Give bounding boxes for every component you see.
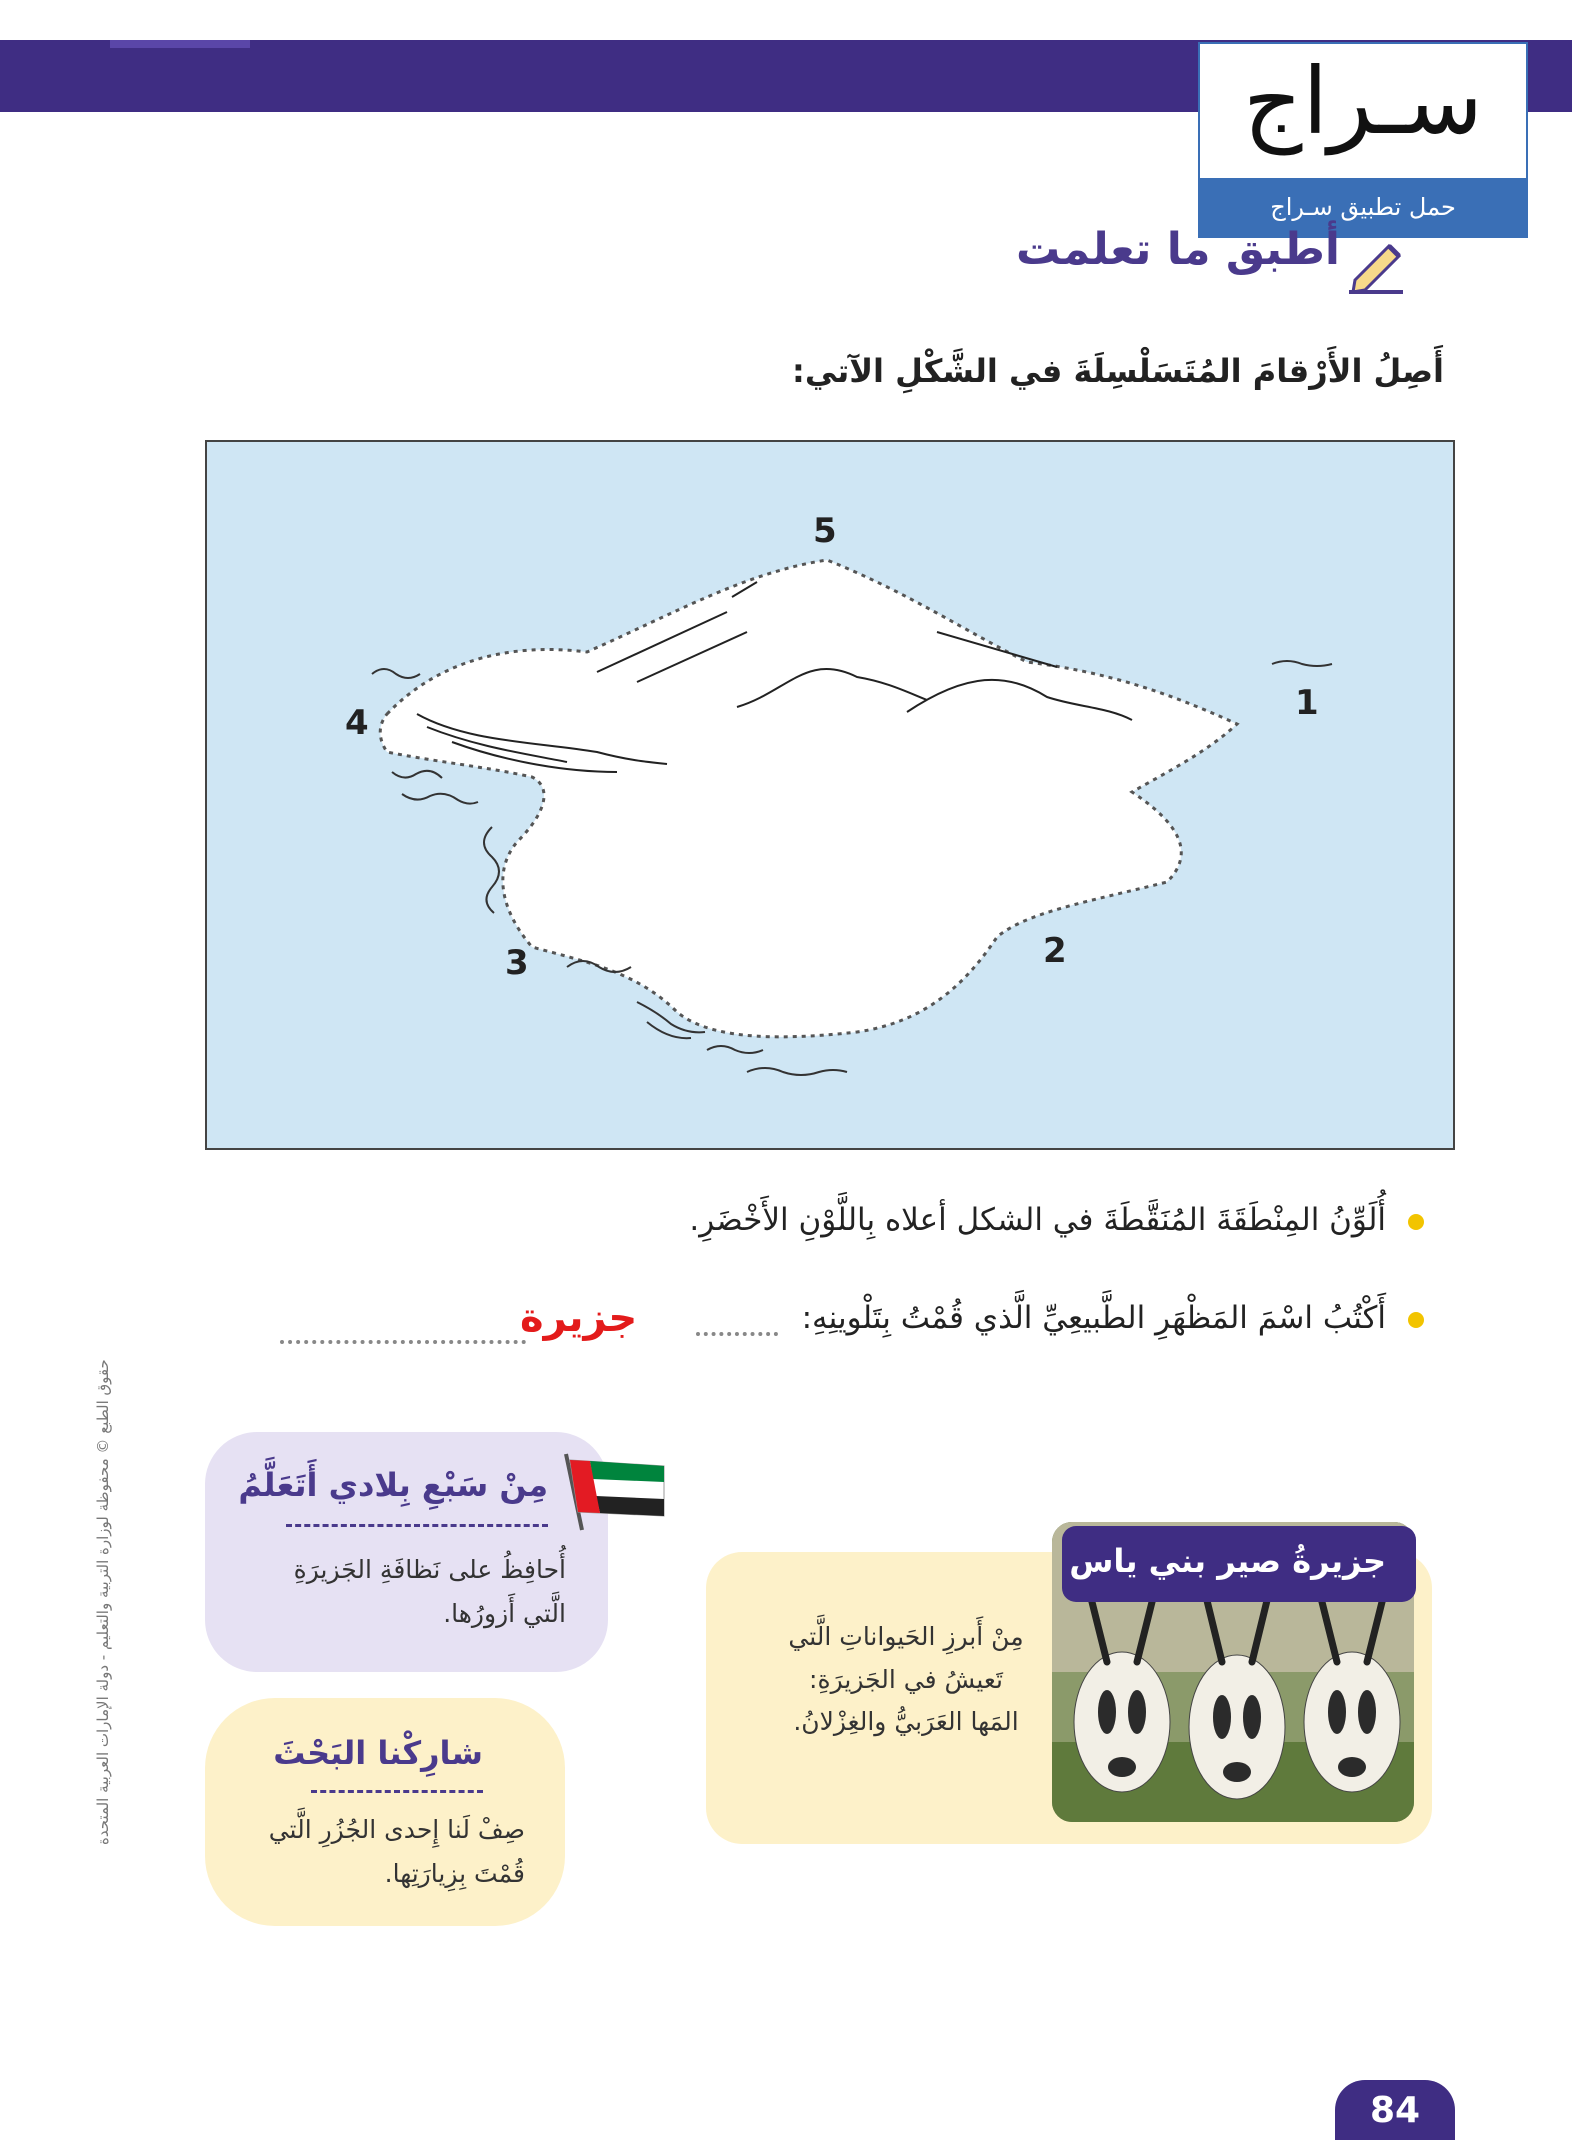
answer-line[interactable] bbox=[696, 1322, 778, 1336]
task-write-name bbox=[696, 1300, 1424, 1336]
title-underline bbox=[286, 1524, 548, 1527]
island-fact-text bbox=[766, 1616, 1046, 1744]
research-box-line: صِفْ لَنا إِحدى الجُزُرِ الَّتي bbox=[268, 1815, 525, 1844]
bullet-dot bbox=[1408, 1312, 1424, 1328]
activity-instruction: أَصِلُ الأَرْقامَ المُتَسَلْسِلَةَ في الشَّكْلِ الآتي: bbox=[792, 352, 1444, 390]
copyright-text: حقوق الطبع © محفوظة لوزارة التربية والتعليم - دولة الإمارات العربية المتحدة bbox=[94, 1359, 112, 1845]
task-text: أَكْتُبُ اسْمَ المَظْهَرِ الطَّبيعِيِّ الَّذي قُمْتُ بِتَلْوينِهِ: bbox=[801, 1300, 1386, 1336]
research-box-line: قُمْتَ بِزِيارَتِها. bbox=[384, 1858, 525, 1888]
pencil-icon bbox=[1345, 236, 1405, 294]
header-tab bbox=[110, 40, 250, 48]
page-number: 84 bbox=[1335, 2080, 1455, 2140]
island-card-title-tab bbox=[1062, 1526, 1416, 1602]
map-number-3: 3 bbox=[505, 943, 529, 983]
title-underline bbox=[311, 1790, 483, 1793]
siraj-logo[interactable] bbox=[1198, 42, 1528, 238]
uae-flag-icon bbox=[560, 1452, 670, 1532]
learn-box-line: أُحافِظُ على نَظافَةِ الجَزيرَةِ bbox=[293, 1555, 566, 1584]
map-number-1: 1 bbox=[1295, 683, 1319, 723]
island-card-title: جزيرةُ صير بني ياس bbox=[1069, 1542, 1386, 1580]
copyright-note bbox=[72, 1359, 112, 1845]
task-text: أُلَوِّنُ المِنْطَقَةَ المُنَقَّطَةَ في الشكل أعلاه بِاللَّوْنِ الأَخْضَرِ. bbox=[689, 1202, 1386, 1238]
learn-from-country-box bbox=[205, 1432, 608, 1672]
island-map[interactable] bbox=[205, 440, 1455, 1150]
learn-box-title: مِنْ سَبْعِ بِلادي أَتَعَلَّمُ bbox=[238, 1466, 548, 1504]
island-fact-line: مِنْ أَبرزِ الحَيواناتِ الَّتي bbox=[788, 1622, 1024, 1651]
answer-text: جزيرة bbox=[520, 1295, 638, 1341]
research-box-title: شارِكْنا البَحْثَ bbox=[273, 1734, 483, 1772]
share-research-box bbox=[205, 1698, 565, 1926]
task-color-region bbox=[689, 1202, 1424, 1238]
section-title: أطبق ما تعلمت bbox=[1016, 224, 1340, 275]
map-number-2: 2 bbox=[1043, 931, 1067, 971]
map-number-5: 5 bbox=[813, 511, 837, 551]
map-number-4: 4 bbox=[345, 703, 369, 743]
island-fact-line: المَها العَرَبيُّ والغِزْلانُ. bbox=[793, 1707, 1019, 1736]
learn-box-text bbox=[226, 1548, 566, 1636]
answer-line-extension[interactable] bbox=[280, 1330, 526, 1344]
learn-box-line: الَّتي أَزورُها. bbox=[443, 1598, 566, 1628]
bullet-dot bbox=[1408, 1214, 1424, 1230]
siraj-logo-tagline: حمل تطبيق سـراج bbox=[1200, 178, 1526, 236]
island-drawing bbox=[207, 442, 1453, 1148]
research-box-text bbox=[225, 1808, 525, 1896]
siraj-logo-word: سـراج bbox=[1243, 48, 1483, 155]
island-fact-line: تَعيشُ في الجَزيرَةِ: bbox=[809, 1664, 1003, 1694]
